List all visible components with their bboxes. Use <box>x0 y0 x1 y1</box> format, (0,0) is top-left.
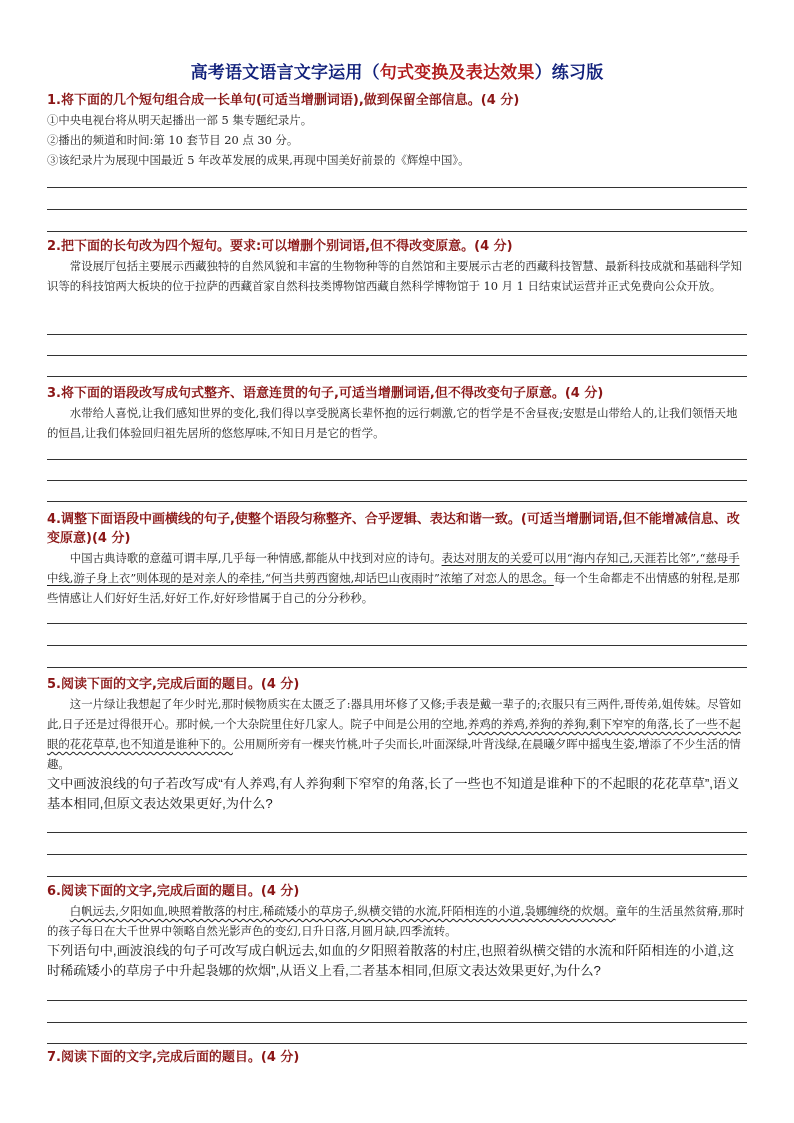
question-6-prompt: 下列语句中,画波浪线的句子可改写成白帆远去,如血的夕阳照着散落的村庄,也照着纵横交错的水流和阡陌相连的小道,这时稀疏矮小的草房子中升起袅娜的炊烟”,从语义上看,二者基本相同,但原文表达效果更好,为什么? <box>47 943 735 978</box>
answer-line[interactable] <box>47 376 747 377</box>
title-highlight: 句式变换及表达效果 <box>379 63 535 83</box>
answer-line[interactable] <box>47 832 747 833</box>
question-5-prompt: 文中画波浪线的句子若改写成“有人养鸡,有人养狗剩下窄窄的角落,长了一些也不知道是谁种下的不起眼的花花草草”,语义基本相同,但原文表达效果更好,为什么? <box>47 776 740 811</box>
answer-line[interactable] <box>47 209 747 210</box>
answer-line[interactable] <box>47 355 747 356</box>
question-5-heading: 5.阅读下面的文字,完成后面的题目。(4 分) <box>47 677 300 692</box>
answer-line[interactable] <box>47 876 747 877</box>
question-7-heading: 7.阅读下面的文字,完成后面的题目。(4 分) <box>47 1050 300 1065</box>
question-6-text <box>47 901 747 941</box>
page-title <box>0 58 794 83</box>
question-5 <box>47 675 747 814</box>
question-3-text: 水带给人喜悦,让我们感知世界的变化,我们得以享受脱离长辈怀抱的远行刺激,它的哲学是不舍昼夜;安慰是山带给人的,让我们领悟天地的恒昌,让我们体验回归祖先居所的悠悠厚味,不知日月是它的哲学。 <box>47 406 738 440</box>
question-5-text-after: 公用厕所旁有一棵夹竹桃,叶子尖而长,叶面深绿,叶背浅绿,在晨曦夕晖中摇曳生姿,增添了不少生活的情趣。 <box>47 737 741 771</box>
answer-line[interactable] <box>47 854 747 855</box>
question-4-heading: 4.调整下面语段中画横线的句子,使整个语段匀称整齐、合乎逻辑、表达和谐一致。(可适当增删词语,但不能增减信息、改变原意)(4 分) <box>47 512 740 546</box>
question-2-text: 常设展厅包括主要展示西藏独特的自然风貌和丰富的生物物种等的自然馆和主要展示古老的西藏科技智慧、最新科技成就和基础科学知识等的科技馆两大板块的位于拉萨的西藏首家自然科技类博物馆西藏自然科学博物馆于 10 月 1 日结束试运营并正式免费向公众开放。 <box>47 259 742 293</box>
question-6 <box>47 882 747 981</box>
question-3-heading: 3.将下面的语段改写成句式整齐、语意连贯的句子,可适当增删词语,但不得改变句子原意。(4 分) <box>47 386 604 401</box>
question-4 <box>47 510 747 608</box>
question-1-item-1: ①中央电视台将从明天起播出一部 5 集专题纪录片。 <box>47 113 313 127</box>
answer-line[interactable] <box>47 187 747 188</box>
question-1 <box>47 91 747 170</box>
question-4-text-after: 每一个生命都走不出情感的射程,是那些情感让人们好好生活,好好工作,好好珍惜属于自己的分分秒秒。 <box>47 571 740 605</box>
question-6-heading: 6.阅读下面的文字,完成后面的题目。(4 分) <box>47 884 300 899</box>
question-5-text <box>47 694 747 774</box>
answer-line[interactable] <box>47 334 747 335</box>
answer-line[interactable] <box>47 623 747 624</box>
title-suffix: ）练习版 <box>534 63 604 83</box>
answer-line[interactable] <box>47 1043 747 1044</box>
question-2-heading: 2.把下面的长句改为四个短句。要求:可以增删个别词语,但不得改变原意。(4 分) <box>47 239 513 254</box>
answer-line[interactable] <box>47 480 747 481</box>
question-4-text-before: 中国古典诗歌的意蕴可谓丰厚,几乎每一种情感,都能从中找到对应的诗句。 <box>69 551 442 565</box>
answer-line[interactable] <box>47 645 747 646</box>
answer-line[interactable] <box>47 1000 747 1001</box>
question-2 <box>47 237 747 296</box>
question-6-wavy-sentence: 白帆远去,夕阳如血,映照着散落的村庄,稀疏矮小的草房子,纵横交错的水流,阡陌相连的小道,袅娜缠绕的炊烟。 <box>69 904 616 918</box>
question-6-text-after: 童年的生活虽然贫瘠,那时的孩子每日在大千世界中领略自然光影声色的变幻,日升日落,月圆月缺,四季流转。 <box>47 904 745 938</box>
question-1-heading: 1.将下面的几个短句组合成一长单句(可适当增删词语),做到保留全部信息。(4 分) <box>47 93 520 108</box>
answer-line[interactable] <box>47 667 747 668</box>
question-3 <box>47 384 747 443</box>
question-4-text <box>47 548 747 608</box>
answer-line[interactable] <box>47 501 747 502</box>
answer-line[interactable] <box>47 459 747 460</box>
question-5-wavy-sentence: 养鸡的养鸡,养狗的养狗,剩下窄窄的角落,长了一些不起眼的花花草草,也不知道是谁种下的。 <box>47 717 741 751</box>
title-prefix: 高考语文语言文字运用（ <box>190 63 380 83</box>
question-4-underlined-sentence: 表达对朋友的关爱可以用“海内存知己,天涯若比邻”,“慈母手中线,游子身上衣”则体现的是对亲人的牵挂,“何当共剪西窗烛,却话巴山夜雨时”浓缩了对恋人的思念。 <box>47 551 740 585</box>
question-7 <box>47 1048 747 1067</box>
question-1-item-3: ③该纪录片为展现中国最近 5 年改革发展的成果,再现中国美好前景的《辉煌中国》。 <box>47 153 470 167</box>
question-5-text-before: 这一片绿让我想起了年少时光,那时候物质实在太匮乏了:器具用坏修了又修;手表是戴一辈子的;衣服只有三两件,哥传弟,姐传妹。尽管如此,日子还是过得很开心。那时候,一个大杂院里住好几家人。院子中间是公用的空地, <box>47 697 742 731</box>
question-1-item-2: ②播出的频道和时间:第 10 套节目 20 点 30 分。 <box>47 133 299 147</box>
answer-line[interactable] <box>47 231 747 232</box>
answer-line[interactable] <box>47 1022 747 1023</box>
